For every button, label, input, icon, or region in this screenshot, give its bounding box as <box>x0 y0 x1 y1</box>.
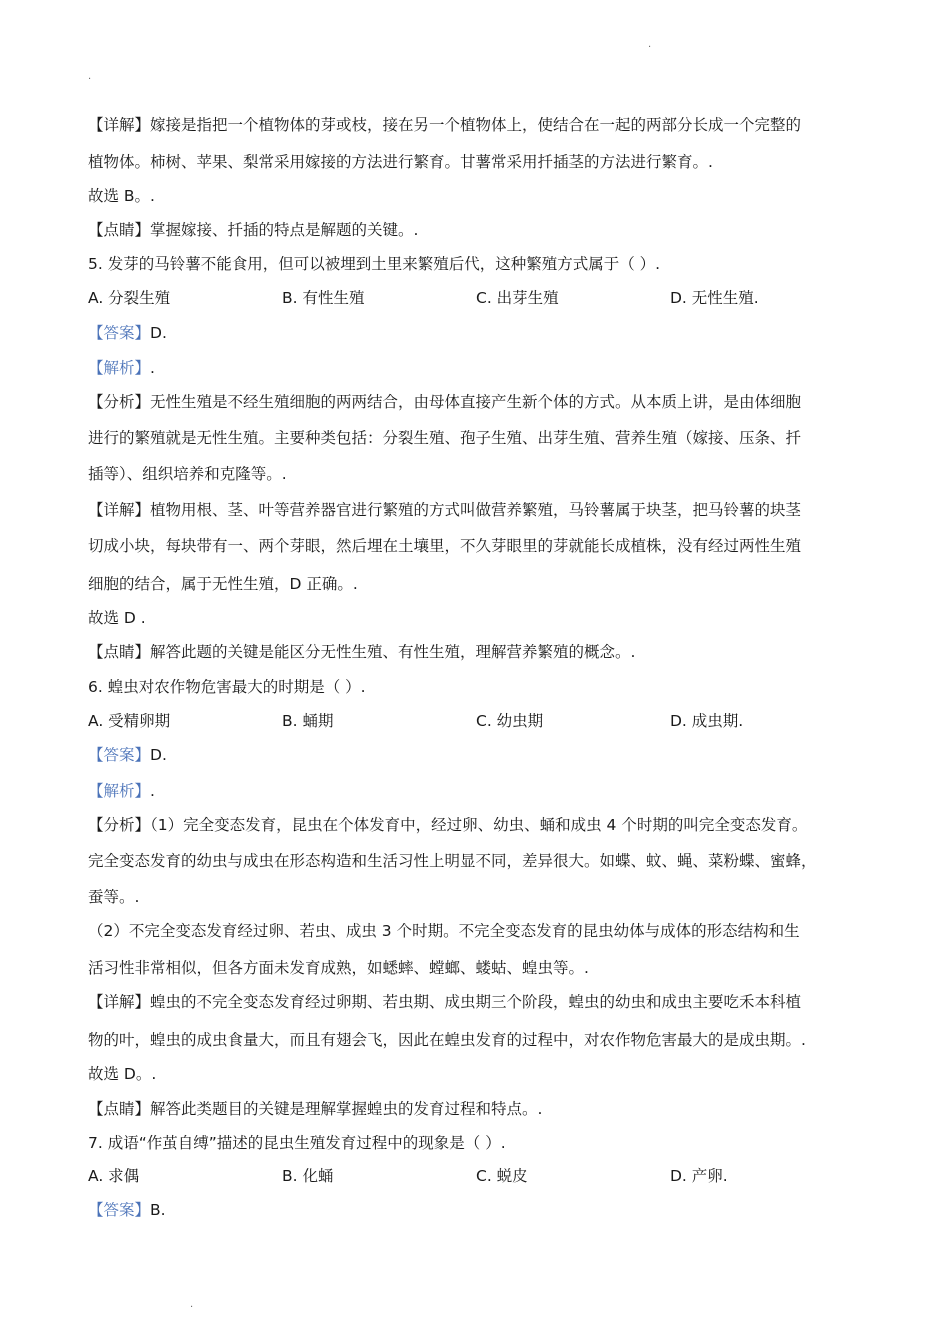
text-line <box>88 500 801 520</box>
section-tag: 【点睛】 <box>88 1100 151 1118</box>
line-text: 进行的繁殖就是无性生殖。主要种类包括：分裂生殖、孢子生殖、出芽生殖、营养生殖（嫁接、压条、扦 <box>88 429 802 447</box>
answer-line <box>88 745 167 765</box>
header-mark-right: . <box>648 39 652 50</box>
answer-option: A. 分裂生殖 <box>88 289 171 307</box>
line-text: 7. 成语“作茧自缚”描述的昆虫生殖发育过程中的现象是（ ）. <box>88 1134 506 1152</box>
answer-option: C. 幼虫期 <box>476 712 544 730</box>
line-text: 蚕等。. <box>88 888 140 906</box>
answer-option: B. 有性生殖 <box>282 289 365 307</box>
text-line <box>88 815 807 835</box>
answer-option: D. 无性生殖. <box>670 289 759 307</box>
line-text: 完全变态发育的幼虫与成虫在形态构造和生活习性上明显不同，差异很大。如蝶、蚊、蝇、菜粉蝶、蜜蜂， <box>88 852 817 870</box>
line-text: 6. 蝗虫对农作物危害最大的时期是（ ）. <box>88 678 366 696</box>
answer-option: A. 受精卵期 <box>88 712 171 730</box>
line-text: . <box>150 359 155 377</box>
line-text: （2）不完全变态发育经过卵、若虫、成虫 3 个时期。不完全变态发育的昆虫幼体与成体的形态结构和生 <box>88 922 800 940</box>
section-tag: 【详解】 <box>88 116 151 134</box>
text-line <box>88 254 660 274</box>
line-text: 植物用根、茎、叶等营养器官进行繁殖的方式叫做营养繁殖，马铃薯属于块茎，把马铃薯的块茎 <box>150 501 802 519</box>
line-text: 切成小块，每块带有一、两个芽眼，然后埋在土壤里，不久芽眼里的芽就能长成植株，没有经过两性生殖 <box>88 537 802 555</box>
section-tag: 【分析】 <box>88 816 151 834</box>
line-text: 活习性非常相似，但各方面未发育成熟，如蟋蟀、螳螂、蝼蛄、蝗虫等。. <box>88 959 589 977</box>
section-tag: 【答案】 <box>88 1201 151 1219</box>
text-line <box>88 115 801 135</box>
text-line <box>88 1064 156 1084</box>
line-text: 无性生殖是不经生殖细胞的两两结合，由母体直接产生新个体的方式。从本质上讲，是由体细胞 <box>150 393 802 411</box>
text-line <box>88 1099 542 1119</box>
line-text: 解答此题的关键是能区分无性生殖、有性生殖，理解营养繁殖的概念。. <box>150 643 636 661</box>
text-line <box>88 220 418 240</box>
text-line <box>88 574 358 594</box>
section-tag: 【分析】 <box>88 393 151 411</box>
answer-line <box>88 1200 166 1220</box>
answer-option: C. 蜕皮 <box>476 1167 528 1185</box>
footer-mark: . <box>190 1299 194 1310</box>
text-line <box>88 392 801 412</box>
answer-option: D. 成虫期. <box>670 712 744 730</box>
text-line <box>88 851 817 871</box>
text-line <box>88 464 287 484</box>
section-tag: 【点睛】 <box>88 221 151 239</box>
text-line <box>88 921 800 941</box>
line-text: 故选 B。. <box>88 187 155 205</box>
header-mark-left: . <box>88 71 92 82</box>
line-text: D. <box>150 746 167 764</box>
answer-line <box>88 323 167 343</box>
line-text: 蝗虫的不完全变态发育经过卵期、若虫期、成虫期三个阶段，蝗虫的幼虫和成虫主要吃禾本科植 <box>150 993 802 1011</box>
text-line <box>88 152 713 172</box>
text-line <box>88 536 801 556</box>
line-text: 物的叶，蝗虫的成虫食量大，而且有翅会飞，因此在蝗虫发育的过程中，对农作物危害最大的是成虫期。. <box>88 1031 806 1049</box>
text-line <box>88 992 801 1012</box>
section-tag: 【答案】 <box>88 324 151 342</box>
line-text: 故选 D。. <box>88 1065 157 1083</box>
answer-option: B. 化蛹 <box>282 1167 334 1185</box>
section-tag: 【解析】 <box>88 359 151 377</box>
section-tag: 【答案】 <box>88 746 151 764</box>
text-line <box>88 958 589 978</box>
line-text: 细胞的结合，属于无性生殖，D 正确。. <box>88 575 358 593</box>
text-line <box>88 1133 506 1153</box>
line-text: . <box>150 782 155 800</box>
line-text: 掌握嫁接、扦插的特点是解题的关键。. <box>150 221 419 239</box>
answer-option: C. 出芽生殖 <box>476 289 559 307</box>
answer-line <box>88 781 155 801</box>
answer-option: B. 蛹期 <box>282 712 334 730</box>
text-line <box>88 642 635 662</box>
answer-option: A. 求偶 <box>88 1167 140 1185</box>
line-text: 植物体。柿树、苹果、梨常采用嫁接的方法进行繁育。甘薯常采用扦插茎的方法进行繁育。. <box>88 153 713 171</box>
line-text: 故选 D . <box>88 609 146 627</box>
text-line <box>88 608 146 628</box>
answer-option: D. 产卵. <box>670 1167 728 1185</box>
line-text: （1）完全变态发育，昆虫在个体发育中，经过卵、幼虫、蛹和成虫 4 个时期的叫完全变态发育。 <box>150 816 808 834</box>
answer-line <box>88 358 155 378</box>
line-text: B. <box>150 1201 166 1219</box>
text-line <box>88 1030 806 1050</box>
section-tag: 【详解】 <box>88 501 151 519</box>
line-text: 插等）、组织培养和克隆等。. <box>88 465 287 483</box>
section-tag: 【点睛】 <box>88 643 151 661</box>
text-line <box>88 677 366 697</box>
line-text: 5. 发芽的马铃薯不能食用，但可以被埋到土里来繁殖后代，这种繁殖方式属于（ ）. <box>88 255 661 273</box>
line-text: D. <box>150 324 167 342</box>
text-line <box>88 887 139 907</box>
text-line <box>88 428 801 448</box>
section-tag: 【详解】 <box>88 993 151 1011</box>
section-tag: 【解析】 <box>88 782 151 800</box>
line-text: 解答此类题目的关键是理解掌握蝗虫的发育过程和特点。. <box>150 1100 543 1118</box>
text-line <box>88 186 155 206</box>
line-text: 嫁接是指把一个植物体的芽或枝，接在另一个植物体上，使结合在一起的两部分长成一个完整的 <box>150 116 802 134</box>
